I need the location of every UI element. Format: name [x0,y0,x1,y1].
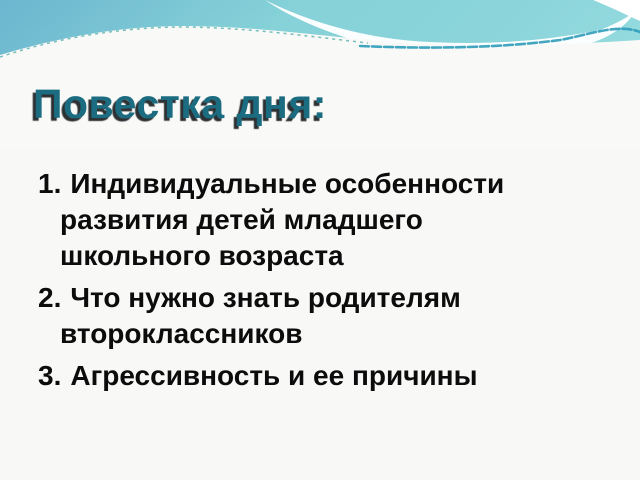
item-number: 3. [38,360,62,391]
item-number: 2. [38,282,62,313]
item-text: Агрессивность и ее причины [70,360,478,391]
item-text: Индивидуальные особенности развития детей младшего школьного возраста [60,168,505,271]
header-wave-decoration [0,0,640,150]
item-text: Что нужно знать родителям второклассников [60,282,461,349]
agenda-list [38,166,516,400]
list-item [38,358,516,394]
list-item [38,280,516,352]
slide-title: Повестка дня: [33,81,327,127]
list-item [38,166,516,274]
item-number: 1. [38,168,62,199]
